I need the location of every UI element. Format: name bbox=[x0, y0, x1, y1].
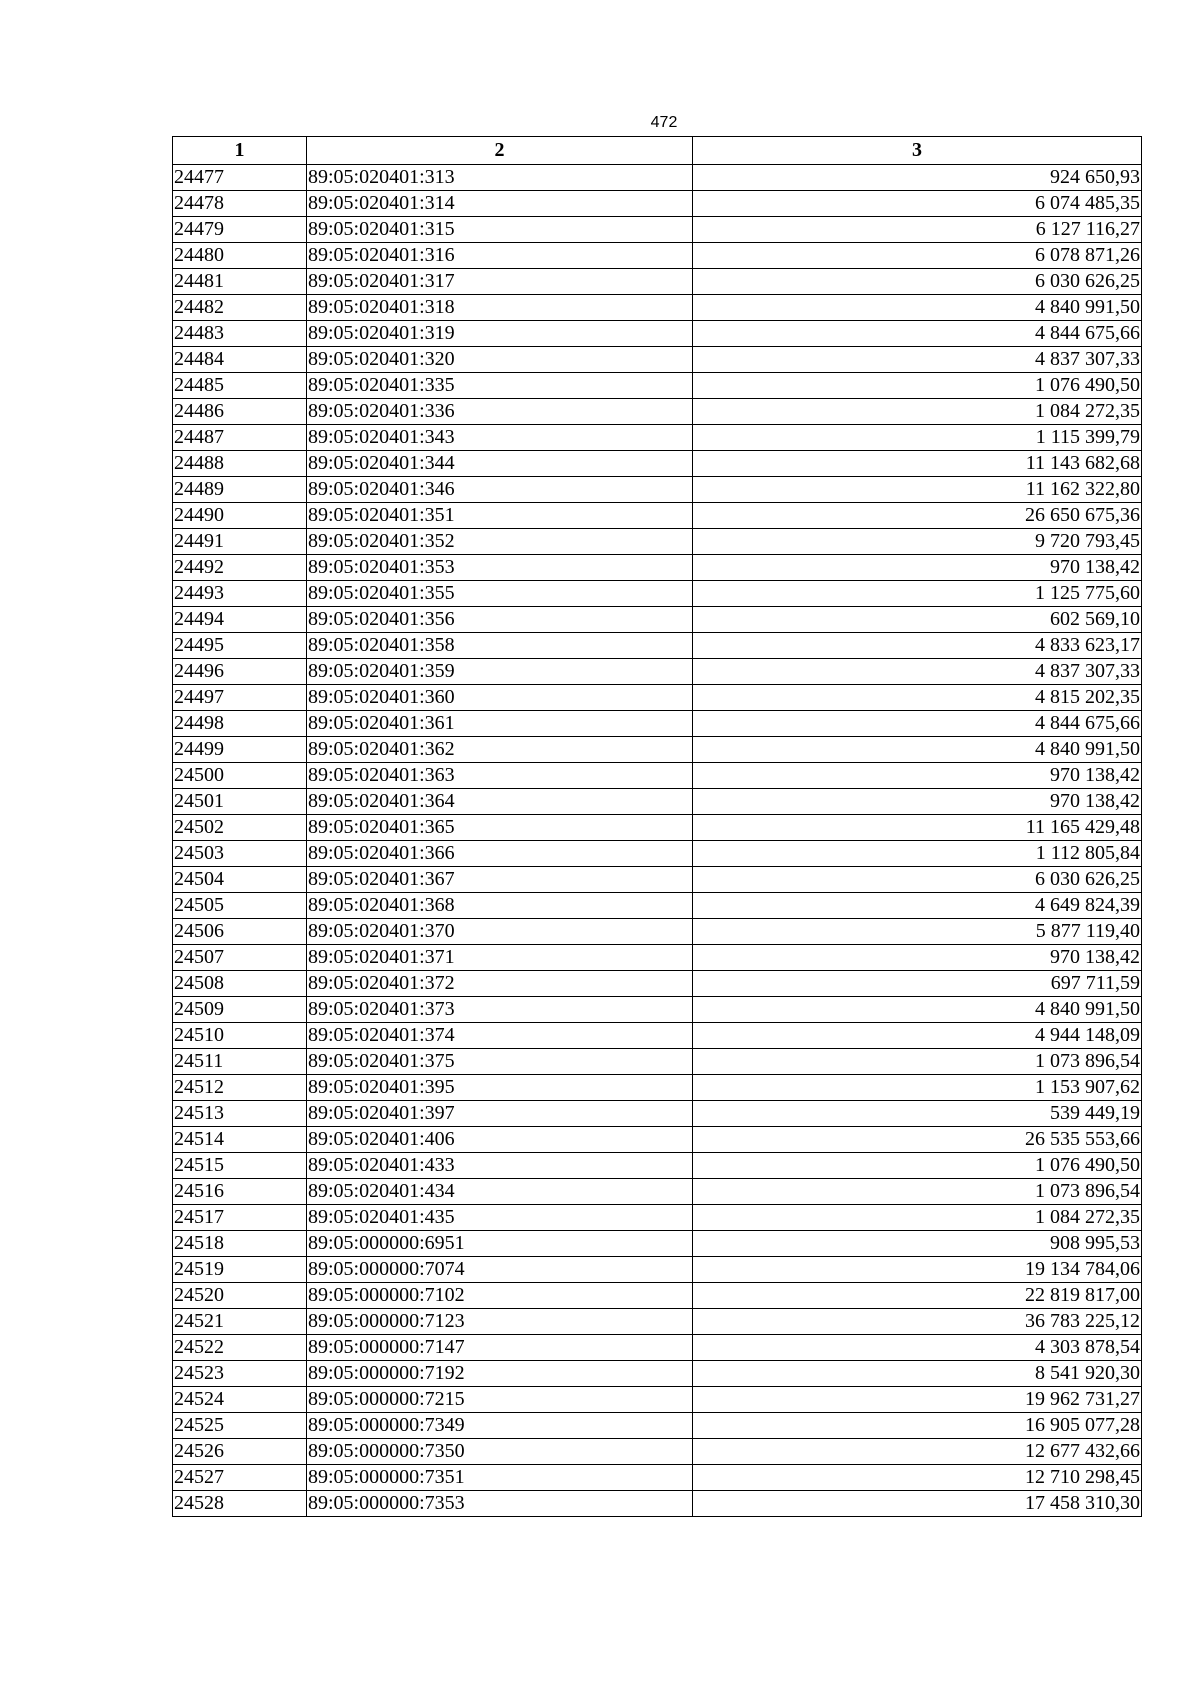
row-number-cell: 24525 bbox=[173, 1413, 307, 1439]
value-cell: 924 650,93 bbox=[693, 165, 1142, 191]
cadastral-number-cell: 89:05:020401:360 bbox=[307, 685, 693, 711]
table-row bbox=[173, 1023, 1142, 1049]
row-number-cell: 24524 bbox=[173, 1387, 307, 1413]
cadastral-number-cell: 89:05:020401:363 bbox=[307, 763, 693, 789]
value-cell: 970 138,42 bbox=[693, 945, 1142, 971]
cadastral-number-cell: 89:05:020401:316 bbox=[307, 243, 693, 269]
row-number-cell: 24523 bbox=[173, 1361, 307, 1387]
column-header-1: 1 bbox=[173, 137, 307, 165]
table-row bbox=[173, 1231, 1142, 1257]
table-row bbox=[173, 269, 1142, 295]
value-cell: 26 650 675,36 bbox=[693, 503, 1142, 529]
row-number-cell: 24512 bbox=[173, 1075, 307, 1101]
row-number-cell: 24483 bbox=[173, 321, 307, 347]
cadastral-number-cell: 89:05:020401:320 bbox=[307, 347, 693, 373]
column-header-2: 2 bbox=[307, 137, 693, 165]
value-cell: 6 078 871,26 bbox=[693, 243, 1142, 269]
value-cell: 4 844 675,66 bbox=[693, 711, 1142, 737]
row-number-cell: 24495 bbox=[173, 633, 307, 659]
value-cell: 697 711,59 bbox=[693, 971, 1142, 997]
row-number-cell: 24490 bbox=[173, 503, 307, 529]
row-number-cell: 24492 bbox=[173, 555, 307, 581]
row-number-cell: 24493 bbox=[173, 581, 307, 607]
cadastral-number-cell: 89:05:000000:7123 bbox=[307, 1309, 693, 1335]
value-cell: 1 073 896,54 bbox=[693, 1179, 1142, 1205]
table-header bbox=[173, 137, 1142, 165]
row-number-cell: 24494 bbox=[173, 607, 307, 633]
table-row bbox=[173, 1205, 1142, 1231]
row-number-cell: 24502 bbox=[173, 815, 307, 841]
table-row bbox=[173, 1179, 1142, 1205]
table-row bbox=[173, 685, 1142, 711]
table-row bbox=[173, 1153, 1142, 1179]
value-cell: 11 162 322,80 bbox=[693, 477, 1142, 503]
value-cell: 19 962 731,27 bbox=[693, 1387, 1142, 1413]
row-number-cell: 24515 bbox=[173, 1153, 307, 1179]
cadastral-number-cell: 89:05:020401:435 bbox=[307, 1205, 693, 1231]
table-row bbox=[173, 997, 1142, 1023]
row-number-cell: 24513 bbox=[173, 1101, 307, 1127]
cadastral-number-cell: 89:05:020401:343 bbox=[307, 425, 693, 451]
value-cell: 6 074 485,35 bbox=[693, 191, 1142, 217]
row-number-cell: 24481 bbox=[173, 269, 307, 295]
row-number-cell: 24500 bbox=[173, 763, 307, 789]
table-row bbox=[173, 1127, 1142, 1153]
table-row bbox=[173, 165, 1142, 191]
cadastral-number-cell: 89:05:020401:372 bbox=[307, 971, 693, 997]
row-number-cell: 24522 bbox=[173, 1335, 307, 1361]
value-cell: 1 084 272,35 bbox=[693, 399, 1142, 425]
cadastral-number-cell: 89:05:020401:374 bbox=[307, 1023, 693, 1049]
value-cell: 1 125 775,60 bbox=[693, 581, 1142, 607]
cadastral-number-cell: 89:05:020401:355 bbox=[307, 581, 693, 607]
value-cell: 1 112 805,84 bbox=[693, 841, 1142, 867]
value-cell: 36 783 225,12 bbox=[693, 1309, 1142, 1335]
cadastral-number-cell: 89:05:020401:371 bbox=[307, 945, 693, 971]
row-number-cell: 24498 bbox=[173, 711, 307, 737]
cadastral-number-cell: 89:05:020401:358 bbox=[307, 633, 693, 659]
table-row bbox=[173, 1075, 1142, 1101]
row-number-cell: 24487 bbox=[173, 425, 307, 451]
value-cell: 4 833 623,17 bbox=[693, 633, 1142, 659]
value-cell: 4 837 307,33 bbox=[693, 659, 1142, 685]
page-number: 472 bbox=[650, 114, 678, 131]
table-row bbox=[173, 1413, 1142, 1439]
cadastral-number-cell: 89:05:020401:359 bbox=[307, 659, 693, 685]
cadastral-number-cell: 89:05:020401:406 bbox=[307, 1127, 693, 1153]
cadastral-number-cell: 89:05:000000:7351 bbox=[307, 1465, 693, 1491]
value-cell: 16 905 077,28 bbox=[693, 1413, 1142, 1439]
row-number-cell: 24518 bbox=[173, 1231, 307, 1257]
table-row bbox=[173, 477, 1142, 503]
row-number-cell: 24504 bbox=[173, 867, 307, 893]
row-number-cell: 24485 bbox=[173, 373, 307, 399]
value-cell: 12 677 432,66 bbox=[693, 1439, 1142, 1465]
table-row bbox=[173, 217, 1142, 243]
cadastral-number-cell: 89:05:020401:315 bbox=[307, 217, 693, 243]
registry-table bbox=[172, 136, 1142, 1517]
row-number-cell: 24479 bbox=[173, 217, 307, 243]
value-cell: 970 138,42 bbox=[693, 763, 1142, 789]
row-number-cell: 24491 bbox=[173, 529, 307, 555]
table-row bbox=[173, 711, 1142, 737]
table-row bbox=[173, 373, 1142, 399]
table-row bbox=[173, 867, 1142, 893]
cadastral-number-cell: 89:05:000000:7192 bbox=[307, 1361, 693, 1387]
value-cell: 4 844 675,66 bbox=[693, 321, 1142, 347]
row-number-cell: 24488 bbox=[173, 451, 307, 477]
table-row bbox=[173, 243, 1142, 269]
row-number-cell: 24499 bbox=[173, 737, 307, 763]
value-cell: 1 076 490,50 bbox=[693, 1153, 1142, 1179]
value-cell: 8 541 920,30 bbox=[693, 1361, 1142, 1387]
row-number-cell: 24517 bbox=[173, 1205, 307, 1231]
row-number-cell: 24489 bbox=[173, 477, 307, 503]
cadastral-number-cell: 89:05:020401:364 bbox=[307, 789, 693, 815]
table-row bbox=[173, 347, 1142, 373]
cadastral-number-cell: 89:05:020401:335 bbox=[307, 373, 693, 399]
table-row bbox=[173, 321, 1142, 347]
value-cell: 26 535 553,66 bbox=[693, 1127, 1142, 1153]
cadastral-number-cell: 89:05:000000:7102 bbox=[307, 1283, 693, 1309]
row-number-cell: 24496 bbox=[173, 659, 307, 685]
table-row bbox=[173, 1101, 1142, 1127]
header-row bbox=[173, 137, 1142, 165]
value-cell: 1 115 399,79 bbox=[693, 425, 1142, 451]
row-number-cell: 24509 bbox=[173, 997, 307, 1023]
value-cell: 1 076 490,50 bbox=[693, 373, 1142, 399]
table-row bbox=[173, 763, 1142, 789]
table-row bbox=[173, 945, 1142, 971]
row-number-cell: 24528 bbox=[173, 1491, 307, 1517]
table-row bbox=[173, 841, 1142, 867]
value-cell: 4 944 148,09 bbox=[693, 1023, 1142, 1049]
table-row bbox=[173, 555, 1142, 581]
cadastral-number-cell: 89:05:020401:433 bbox=[307, 1153, 693, 1179]
table-row bbox=[173, 633, 1142, 659]
cadastral-number-cell: 89:05:020401:336 bbox=[307, 399, 693, 425]
cadastral-number-cell: 89:05:020401:314 bbox=[307, 191, 693, 217]
table-row bbox=[173, 295, 1142, 321]
cadastral-number-cell: 89:05:020401:373 bbox=[307, 997, 693, 1023]
value-cell: 970 138,42 bbox=[693, 555, 1142, 581]
value-cell: 11 165 429,48 bbox=[693, 815, 1142, 841]
table-row bbox=[173, 607, 1142, 633]
cadastral-number-cell: 89:05:020401:318 bbox=[307, 295, 693, 321]
cadastral-number-cell: 89:05:000000:7215 bbox=[307, 1387, 693, 1413]
value-cell: 602 569,10 bbox=[693, 607, 1142, 633]
table-row bbox=[173, 1309, 1142, 1335]
value-cell: 4 649 824,39 bbox=[693, 893, 1142, 919]
table-row bbox=[173, 399, 1142, 425]
cadastral-number-cell: 89:05:020401:353 bbox=[307, 555, 693, 581]
table-row bbox=[173, 737, 1142, 763]
table-row bbox=[173, 1049, 1142, 1075]
table-row bbox=[173, 893, 1142, 919]
table-row bbox=[173, 581, 1142, 607]
table-row bbox=[173, 1257, 1142, 1283]
row-number-cell: 24501 bbox=[173, 789, 307, 815]
cadastral-number-cell: 89:05:020401:317 bbox=[307, 269, 693, 295]
value-cell: 1 084 272,35 bbox=[693, 1205, 1142, 1231]
value-cell: 12 710 298,45 bbox=[693, 1465, 1142, 1491]
cadastral-number-cell: 89:05:020401:395 bbox=[307, 1075, 693, 1101]
row-number-cell: 24497 bbox=[173, 685, 307, 711]
value-cell: 22 819 817,00 bbox=[693, 1283, 1142, 1309]
value-cell: 17 458 310,30 bbox=[693, 1491, 1142, 1517]
row-number-cell: 24521 bbox=[173, 1309, 307, 1335]
cadastral-number-cell: 89:05:020401:362 bbox=[307, 737, 693, 763]
table-row bbox=[173, 1439, 1142, 1465]
table-row bbox=[173, 659, 1142, 685]
row-number-cell: 24477 bbox=[173, 165, 307, 191]
cadastral-number-cell: 89:05:020401:365 bbox=[307, 815, 693, 841]
table-body bbox=[173, 165, 1142, 1517]
table-row bbox=[173, 1491, 1142, 1517]
cadastral-number-cell: 89:05:020401:368 bbox=[307, 893, 693, 919]
table-row bbox=[173, 529, 1142, 555]
cadastral-number-cell: 89:05:000000:6951 bbox=[307, 1231, 693, 1257]
cadastral-number-cell: 89:05:020401:361 bbox=[307, 711, 693, 737]
row-number-cell: 24511 bbox=[173, 1049, 307, 1075]
row-number-cell: 24519 bbox=[173, 1257, 307, 1283]
row-number-cell: 24503 bbox=[173, 841, 307, 867]
value-cell: 4 840 991,50 bbox=[693, 997, 1142, 1023]
table-row bbox=[173, 1361, 1142, 1387]
value-cell: 1 073 896,54 bbox=[693, 1049, 1142, 1075]
value-cell: 19 134 784,06 bbox=[693, 1257, 1142, 1283]
table-row bbox=[173, 191, 1142, 217]
cadastral-number-cell: 89:05:000000:7350 bbox=[307, 1439, 693, 1465]
table-row bbox=[173, 789, 1142, 815]
row-number-cell: 24505 bbox=[173, 893, 307, 919]
table-row bbox=[173, 815, 1142, 841]
row-number-cell: 24482 bbox=[173, 295, 307, 321]
value-cell: 4 815 202,35 bbox=[693, 685, 1142, 711]
row-number-cell: 24520 bbox=[173, 1283, 307, 1309]
cadastral-number-cell: 89:05:020401:356 bbox=[307, 607, 693, 633]
row-number-cell: 24514 bbox=[173, 1127, 307, 1153]
cadastral-number-cell: 89:05:020401:344 bbox=[307, 451, 693, 477]
cadastral-number-cell: 89:05:000000:7349 bbox=[307, 1413, 693, 1439]
cadastral-number-cell: 89:05:020401:352 bbox=[307, 529, 693, 555]
cadastral-number-cell: 89:05:020401:351 bbox=[307, 503, 693, 529]
table-row bbox=[173, 971, 1142, 997]
cadastral-number-cell: 89:05:000000:7074 bbox=[307, 1257, 693, 1283]
cadastral-number-cell: 89:05:020401:319 bbox=[307, 321, 693, 347]
value-cell: 6 030 626,25 bbox=[693, 867, 1142, 893]
value-cell: 539 449,19 bbox=[693, 1101, 1142, 1127]
value-cell: 5 877 119,40 bbox=[693, 919, 1142, 945]
value-cell: 6 030 626,25 bbox=[693, 269, 1142, 295]
value-cell: 4 840 991,50 bbox=[693, 737, 1142, 763]
value-cell: 4 837 307,33 bbox=[693, 347, 1142, 373]
row-number-cell: 24510 bbox=[173, 1023, 307, 1049]
cadastral-number-cell: 89:05:020401:367 bbox=[307, 867, 693, 893]
value-cell: 4 840 991,50 bbox=[693, 295, 1142, 321]
row-number-cell: 24484 bbox=[173, 347, 307, 373]
table-row bbox=[173, 1387, 1142, 1413]
row-number-cell: 24480 bbox=[173, 243, 307, 269]
value-cell: 908 995,53 bbox=[693, 1231, 1142, 1257]
value-cell: 11 143 682,68 bbox=[693, 451, 1142, 477]
row-number-cell: 24526 bbox=[173, 1439, 307, 1465]
column-header-3: 3 bbox=[693, 137, 1142, 165]
value-cell: 6 127 116,27 bbox=[693, 217, 1142, 243]
cadastral-number-cell: 89:05:000000:7353 bbox=[307, 1491, 693, 1517]
table-row bbox=[173, 1335, 1142, 1361]
value-cell: 1 153 907,62 bbox=[693, 1075, 1142, 1101]
value-cell: 970 138,42 bbox=[693, 789, 1142, 815]
table-row bbox=[173, 503, 1142, 529]
row-number-cell: 24506 bbox=[173, 919, 307, 945]
row-number-cell: 24527 bbox=[173, 1465, 307, 1491]
cadastral-number-cell: 89:05:020401:397 bbox=[307, 1101, 693, 1127]
table-row bbox=[173, 919, 1142, 945]
row-number-cell: 24507 bbox=[173, 945, 307, 971]
table-row bbox=[173, 1283, 1142, 1309]
value-cell: 4 303 878,54 bbox=[693, 1335, 1142, 1361]
cadastral-number-cell: 89:05:020401:375 bbox=[307, 1049, 693, 1075]
table-row bbox=[173, 425, 1142, 451]
row-number-cell: 24478 bbox=[173, 191, 307, 217]
cadastral-number-cell: 89:05:020401:346 bbox=[307, 477, 693, 503]
cadastral-number-cell: 89:05:020401:366 bbox=[307, 841, 693, 867]
cadastral-number-cell: 89:05:000000:7147 bbox=[307, 1335, 693, 1361]
row-number-cell: 24486 bbox=[173, 399, 307, 425]
cadastral-number-cell: 89:05:020401:370 bbox=[307, 919, 693, 945]
table-row bbox=[173, 1465, 1142, 1491]
value-cell: 9 720 793,45 bbox=[693, 529, 1142, 555]
row-number-cell: 24516 bbox=[173, 1179, 307, 1205]
row-number-cell: 24508 bbox=[173, 971, 307, 997]
table-row bbox=[173, 451, 1142, 477]
cadastral-number-cell: 89:05:020401:434 bbox=[307, 1179, 693, 1205]
cadastral-number-cell: 89:05:020401:313 bbox=[307, 165, 693, 191]
